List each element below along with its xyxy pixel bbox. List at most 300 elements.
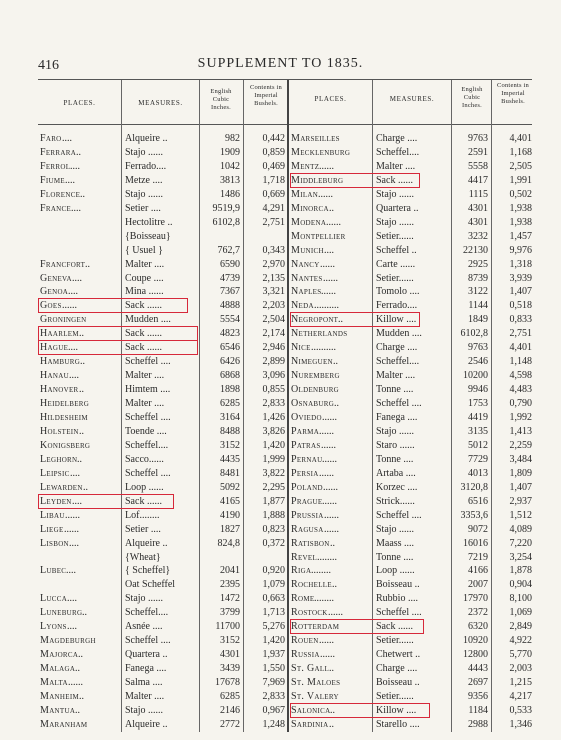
table-row [0, 411, 561, 425]
english-inches-cell: 4301 [220, 649, 240, 661]
place-dots: ...... [64, 523, 79, 535]
place-cell: Parma [291, 425, 320, 437]
english-inches-cell: 12800 [463, 649, 488, 661]
table-row [0, 662, 561, 676]
imperial-bushels-cell: 1,407 [509, 286, 532, 298]
measure-cell: Scheffel .... [125, 635, 171, 647]
english-inches-cell: 9763 [468, 342, 488, 354]
english-inches-cell: 2146 [220, 704, 240, 716]
place-dots: ...... [319, 425, 334, 437]
place-cell: Fiume [40, 174, 65, 186]
measure-cell: Sack ...... [125, 300, 162, 312]
imperial-bushels-cell: 3,826 [262, 425, 285, 437]
table-row [0, 690, 561, 704]
english-inches-cell: 3232 [468, 230, 488, 242]
imperial-bushels-cell: 2,504 [262, 314, 285, 326]
imperial-bushels-cell: 3,096 [262, 370, 285, 382]
measure-cell: Killow .... [376, 314, 417, 326]
imperial-bushels-cell: 1,992 [509, 412, 532, 423]
place-cell: Milan [291, 188, 319, 200]
place-dots: ...... [320, 649, 335, 661]
english-inches-cell: 16016 [463, 537, 488, 549]
english-inches-cell: 1472 [220, 593, 240, 605]
imperial-bushels-cell: 3,321 [262, 286, 285, 298]
imperial-bushels-cell: 1,248 [262, 718, 285, 730]
english-inches-cell: 4435 [220, 453, 240, 465]
english-inches-cell: 2697 [468, 677, 488, 689]
imperial-bushels-cell: 0,663 [262, 593, 285, 605]
measure-cell: Scheffel.... [125, 607, 169, 619]
table-row [0, 272, 561, 286]
place-cell: Manheim [40, 691, 79, 702]
english-inches-cell: 2041 [220, 565, 240, 577]
imperial-bushels-cell: 4,401 [509, 342, 532, 354]
imperial-bushels-cell: 0,669 [262, 188, 285, 200]
place-cell: Lisbon [40, 537, 69, 549]
place-cell: Osnaburg [291, 398, 335, 410]
place-dots: .... [71, 202, 81, 214]
imperial-bushels-cell: 4,598 [509, 370, 532, 382]
highlight-box [38, 494, 174, 509]
measure-cell: Setier .... [125, 523, 161, 535]
table-row [0, 606, 561, 620]
place-dots: .. [78, 649, 83, 661]
measure-cell: Mudden .... [125, 314, 171, 326]
measure-cell: Himtem .... [125, 384, 171, 396]
measure-cell: Loop ...... [125, 481, 164, 493]
imperial-bushels-cell: 0,372 [262, 537, 285, 549]
place-cell: Riga [291, 565, 312, 577]
imperial-bushels-cell: 2,174 [262, 328, 285, 340]
place-cell: Ferrara [40, 146, 77, 158]
page-title: SUPPLEMENT TO 1835. [197, 56, 364, 71]
place-cell: Prague [291, 495, 323, 507]
place-cell: Mentz [291, 160, 320, 172]
english-inches-cell: 1909 [220, 146, 240, 158]
place-cell: Lucca [40, 593, 68, 605]
measure-cell: Rubbio .... [376, 593, 418, 605]
place-cell: Maranham [40, 718, 88, 730]
place-cell: Ferrol [40, 160, 71, 172]
english-inches-cell: 5554 [220, 314, 240, 326]
english-inches-cell: 2772 [220, 718, 240, 730]
imperial-bushels-cell: 2,849 [509, 621, 532, 633]
imperial-bushels-cell: 4,217 [509, 691, 532, 702]
imperial-bushels-cell: 2,946 [262, 342, 285, 354]
place-cell: Middleburg [291, 174, 344, 186]
measure-cell: Scheffel.... [125, 439, 169, 451]
place-dots: .. [77, 453, 82, 465]
english-inches-cell: 3813 [220, 174, 240, 186]
place-dots: ........ [314, 593, 334, 605]
place-dots: .... [70, 467, 80, 479]
place-cell: Rome [291, 593, 315, 605]
english-inches-cell: 6516 [468, 495, 488, 507]
place-dots: ...... [62, 300, 77, 312]
place-cell: Hildesheim [40, 412, 88, 423]
imperial-bushels-cell: 3,822 [262, 467, 285, 479]
table-row [0, 537, 561, 551]
place-dots: .... [62, 133, 72, 144]
imperial-bushels-cell: 1,407 [509, 481, 532, 493]
table-row [0, 425, 561, 439]
place-cell: Oldenburg [291, 384, 340, 396]
imperial-bushels-cell: 1,318 [509, 258, 532, 270]
imperial-bushels-cell: 1,937 [262, 649, 285, 661]
place-dots: .. [79, 384, 84, 396]
place-cell: Libau [40, 509, 65, 521]
place-dots: .... [72, 495, 82, 507]
english-inches-cell: 4013 [468, 467, 488, 479]
place-dots: .... [70, 160, 80, 172]
measure-cell: Stajo ...... [376, 523, 415, 535]
english-inches-cell: 6285 [220, 398, 240, 410]
place-cell: Geneva [40, 272, 72, 284]
english-inches-cell: 22130 [463, 244, 488, 256]
imperial-bushels-cell: 3,939 [509, 272, 532, 284]
place-cell: Majorca [40, 649, 79, 661]
place-cell: Rochelle [291, 579, 332, 591]
measure-cell: Scheffel .... [125, 467, 171, 479]
imperial-bushels-cell: 1,413 [509, 425, 532, 437]
english-inches-cell: 1115 [468, 188, 488, 200]
table-row [0, 258, 561, 272]
table-row [0, 676, 561, 690]
english-inches-cell: 4419 [468, 412, 488, 423]
measure-cell: Stajo ...... [376, 216, 415, 228]
english-inches-cell: 1849 [468, 314, 488, 326]
place-dots: .. [79, 328, 84, 340]
place-cell: St. Valery [291, 691, 339, 702]
imperial-bushels-cell: 1,999 [262, 453, 285, 465]
english-inches-cell: 1753 [468, 398, 488, 410]
place-dots: .. [330, 704, 335, 716]
place-cell: Hamburg [40, 356, 81, 368]
highlight-box [38, 326, 198, 341]
table-row [0, 704, 561, 718]
imperial-bushels-cell: 1,420 [262, 635, 285, 647]
place-cell: Nancy [291, 258, 320, 270]
place-dots: ........ [311, 565, 331, 577]
place-dots: ...... [321, 439, 336, 451]
measure-cell: Tonne .... [376, 551, 414, 563]
place-dots: ...... [324, 509, 339, 521]
measure-cell: Stajo ...... [125, 704, 164, 716]
table-row [0, 523, 561, 537]
place-cell: Faro [40, 133, 62, 144]
table-row [0, 620, 561, 634]
place-dots: .... [68, 286, 78, 298]
place-dots: .. [79, 691, 84, 702]
place-dots: .. [75, 704, 80, 716]
table-row [0, 174, 561, 188]
imperial-bushels-cell: 1,938 [509, 202, 532, 214]
imperial-bushels-cell: 1,079 [262, 579, 285, 591]
measure-cell: Oat Scheffel [125, 579, 176, 591]
place-cell: Negropont [291, 314, 339, 326]
imperial-bushels-cell: 2,751 [262, 216, 285, 228]
measure-cell: Starello .... [376, 718, 420, 730]
table-row [0, 369, 561, 383]
english-inches-cell: 5012 [468, 439, 488, 451]
place-cell: Lubec [40, 565, 67, 577]
imperial-bushels-cell: 2,203 [262, 300, 285, 312]
measure-cell: {Boisseau} [125, 230, 171, 242]
english-inches-cell: 1144 [468, 300, 488, 312]
measure-cell: Asnée .... [125, 621, 163, 633]
english-inches-cell: 6285 [220, 691, 240, 702]
measure-cell: Carte ...... [376, 258, 416, 270]
place-dots: .. [75, 663, 80, 675]
imperial-bushels-cell: 2,295 [262, 481, 285, 493]
place-cell: Rostock [291, 607, 328, 619]
place-dots: .. [82, 607, 87, 619]
header-bottom-rule [38, 124, 532, 125]
place-cell: Minorca [291, 202, 329, 214]
measure-cell: Scheffel.... [376, 356, 420, 368]
measure-cell: Maass .... [376, 537, 415, 549]
table-row [0, 160, 561, 174]
place-cell: Florence [40, 188, 81, 200]
place-cell: Rouen [291, 635, 319, 647]
place-cell: Salonica [291, 704, 331, 716]
table-row [0, 481, 561, 495]
place-cell: Ratisbon [291, 537, 330, 549]
imperial-bushels-cell: 2,259 [509, 439, 532, 451]
measure-cell: Charge .... [376, 342, 418, 354]
place-dots: ...... [318, 188, 333, 200]
header-places-right: PLACES. [314, 95, 347, 103]
place-dots: ...... [321, 286, 336, 298]
place-dots: .... [68, 342, 78, 354]
imperial-bushels-cell: 2,505 [509, 160, 532, 172]
table-row [0, 188, 561, 202]
table-row [0, 285, 561, 299]
table-row [0, 202, 561, 216]
place-dots: ...... [65, 509, 80, 521]
measure-cell: Stajo ...... [125, 593, 164, 605]
table-row [0, 509, 561, 523]
imperial-bushels-cell: 4,089 [509, 523, 532, 535]
english-inches-cell: 3799 [220, 607, 240, 619]
place-cell: Luneburg [40, 607, 83, 619]
place-dots: ...... [322, 412, 337, 423]
header-contents-left: Contents in Imperial Bushels. [250, 84, 282, 107]
place-cell: Neda [291, 300, 314, 312]
english-inches-cell: 4190 [220, 509, 240, 521]
measure-cell: Tonne .... [376, 453, 414, 465]
imperial-bushels-cell: 1,550 [262, 663, 285, 675]
measure-cell: Malter .... [376, 370, 416, 382]
measure-cell: Scheffel .... [376, 398, 422, 410]
place-cell: Montpellier [291, 230, 346, 242]
imperial-bushels-cell: 1,346 [509, 718, 532, 730]
english-inches-cell: 8488 [220, 425, 240, 437]
english-inches-cell: 4443 [468, 663, 488, 675]
english-inches-cell: 3152 [220, 439, 240, 451]
place-cell: Magdeburgh [40, 635, 96, 647]
place-cell: Konigsberg [40, 439, 91, 451]
imperial-bushels-cell: 3,484 [509, 453, 532, 465]
english-inches-cell: 4166 [468, 565, 488, 577]
place-cell: Mecklenburg [291, 146, 351, 158]
place-dots: .... [69, 370, 79, 382]
measure-cell: Salma .... [125, 677, 163, 689]
imperial-bushels-cell: 8,100 [509, 593, 532, 605]
measure-cell: Alqueire .. [125, 537, 168, 549]
english-inches-cell: 7729 [468, 453, 488, 465]
english-inches-cell: 6320 [468, 621, 488, 633]
english-inches-cell: 6102,8 [212, 216, 240, 228]
place-dots: .. [334, 398, 339, 410]
english-inches-cell: 3164 [220, 412, 240, 423]
imperial-bushels-cell: 2,135 [262, 272, 285, 284]
english-inches-cell: 7367 [220, 286, 240, 298]
english-inches-cell: 4888 [220, 300, 240, 312]
table-row [0, 648, 561, 662]
imperial-bushels-cell: 2,003 [509, 663, 532, 675]
measure-cell: Setier...... [376, 635, 414, 647]
place-cell: Sardinia [291, 718, 329, 730]
table-row [0, 634, 561, 648]
place-dots: ...... [322, 453, 337, 465]
place-cell: Malaga [40, 663, 76, 675]
measure-cell: Charge .... [376, 133, 418, 144]
highlight-box [38, 298, 188, 313]
english-inches-cell: 4301 [468, 202, 488, 214]
table-row [0, 467, 561, 481]
imperial-bushels-cell: 2,833 [262, 398, 285, 410]
measure-cell: Boisseau .. [376, 677, 420, 689]
imperial-bushels-cell: 2,751 [509, 328, 532, 340]
english-inches-cell: 3122 [468, 286, 488, 298]
place-cell: Modena [291, 216, 327, 228]
place-dots: .. [83, 481, 88, 493]
imperial-bushels-cell: 0,833 [509, 314, 532, 326]
imperial-bushels-cell: 1,426 [262, 412, 285, 423]
measure-cell: Scheffel .. [376, 244, 417, 256]
imperial-bushels-cell: 0,469 [262, 160, 285, 172]
highlight-box [290, 312, 420, 327]
place-cell: Leipsic [40, 467, 70, 479]
imperial-bushels-cell: 0,343 [262, 244, 285, 256]
table-row [0, 216, 561, 230]
english-inches-cell: 5092 [220, 481, 240, 493]
table-row [0, 383, 561, 397]
imperial-bushels-cell: 0,518 [509, 300, 532, 312]
measure-cell: Tonne .... [376, 384, 414, 396]
english-inches-cell: 5558 [468, 160, 488, 172]
place-cell: Persia [291, 467, 319, 479]
place-dots: .. [80, 188, 85, 200]
place-cell: Leghorn [40, 453, 78, 465]
table-row [0, 313, 561, 327]
imperial-bushels-cell: 9,976 [509, 244, 532, 256]
imperial-bushels-cell: 4,401 [509, 133, 532, 144]
place-cell: Russia [291, 649, 320, 661]
measure-cell: Artaba .... [376, 467, 416, 479]
measure-cell: Metze .... [125, 174, 163, 186]
english-inches-cell: 8481 [220, 467, 240, 479]
measure-cell: Malter .... [125, 398, 165, 410]
imperial-bushels-cell: 7,969 [262, 677, 285, 689]
place-dots: .. [85, 258, 90, 270]
imperial-bushels-cell: 0,920 [262, 565, 285, 577]
place-cell: France [40, 202, 72, 214]
place-cell: Netherlands [291, 328, 348, 340]
imperial-bushels-cell: 1,718 [262, 174, 285, 186]
table-row [0, 230, 561, 244]
measure-cell: Killow .... [376, 704, 417, 716]
place-cell: Munich [291, 244, 324, 256]
place-dots: ...... [326, 216, 341, 228]
english-inches-cell: 6590 [220, 258, 240, 270]
imperial-bushels-cell: 1,991 [509, 174, 532, 186]
measure-cell: Fanega .... [376, 412, 418, 423]
table-row [0, 146, 561, 160]
place-cell: Rotterdam [291, 621, 340, 633]
measure-cell: { Scheffel} [125, 565, 171, 577]
imperial-bushels-cell: 1,512 [509, 509, 532, 521]
place-dots: .. [76, 146, 81, 158]
place-dots: .... [69, 537, 79, 549]
measure-cell: Loop ...... [376, 565, 415, 577]
place-cell: Nice [291, 342, 311, 354]
english-inches-cell: 1898 [220, 384, 240, 396]
place-cell: Liege [40, 523, 64, 535]
table-row [0, 244, 561, 258]
measure-cell: Chetwert .. [376, 649, 421, 661]
header-measures-left: MEASURES. [138, 99, 183, 107]
measure-cell: Malter .... [125, 691, 165, 702]
english-inches-cell: 9946 [468, 384, 488, 396]
imperial-bushels-cell: 0,967 [262, 704, 285, 716]
place-cell: Oviedo [291, 412, 322, 423]
place-cell: Hanover [40, 384, 79, 396]
place-cell: Goes [40, 300, 62, 312]
measure-cell: Ferrado.... [376, 300, 418, 312]
measure-cell: Sack ...... [125, 328, 162, 340]
table-row [0, 397, 561, 411]
measure-cell: Setier .... [125, 202, 161, 214]
place-dots: .. [329, 202, 334, 214]
header-english-left: English Cubic Inches. [210, 88, 232, 111]
place-cell: Holstein [40, 425, 79, 437]
place-dots: ...... [319, 467, 334, 479]
english-inches-cell: 9763 [468, 133, 488, 144]
english-inches-cell: 6102,8 [460, 328, 488, 340]
english-inches-cell: 4165 [220, 495, 240, 507]
measure-cell: Tomolo .... [376, 286, 420, 298]
english-inches-cell: 17678 [215, 677, 240, 689]
imperial-bushels-cell: 7,220 [509, 537, 532, 549]
measure-cell: Setier...... [376, 272, 414, 284]
place-cell: Patras [291, 439, 321, 451]
english-inches-cell: 2925 [468, 258, 488, 270]
place-cell: Revel [291, 551, 318, 563]
english-inches-cell: 10920 [463, 635, 488, 647]
place-dots: ...... [320, 258, 335, 270]
table-row [0, 564, 561, 578]
place-dots: .. [333, 356, 338, 368]
table-row [0, 578, 561, 592]
place-dots: .. [330, 537, 335, 549]
measure-cell: Strick...... [376, 495, 415, 507]
imperial-bushels-cell: 2,970 [262, 258, 285, 270]
measure-cell: Quartera .. [376, 202, 419, 214]
imperial-bushels-cell: 0,855 [262, 384, 285, 396]
highlight-box [38, 340, 198, 355]
